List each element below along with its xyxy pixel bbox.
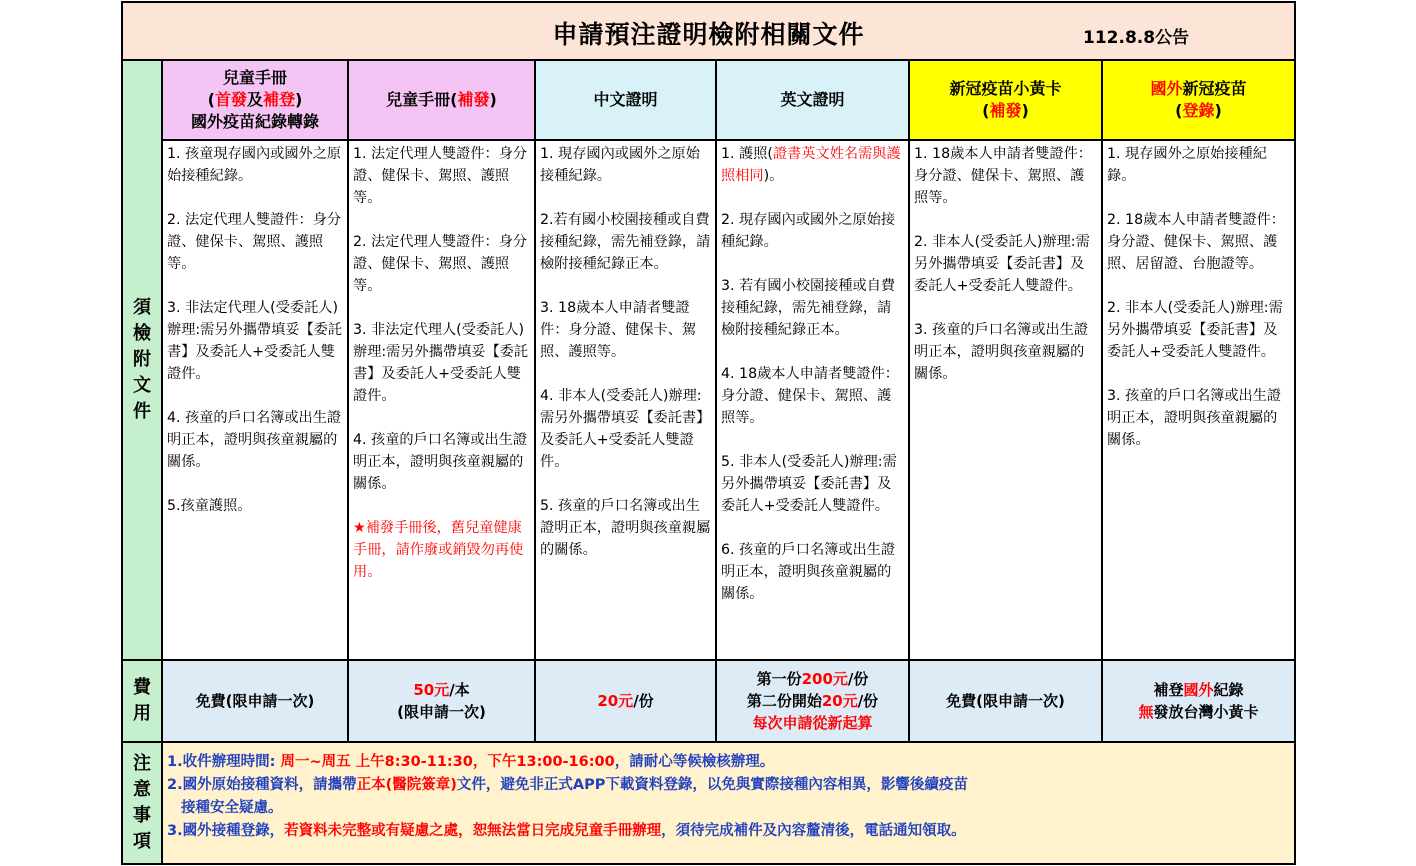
fee-handbook-first: 免費(限申請一次) [163,661,349,743]
list-item: 3. 非法定代理人(受委託人)辦理:需另外攜帶填妥【委託書】及委託人+受委託人雙證件。 [353,322,529,404]
header-foreign-covid: 國外新冠疫苗 (登錄) [1103,61,1294,141]
list-item: 2.若有國小校園接種或自費接種紀錄，需先補登錄，請檢附接種紀錄正本。 [540,212,711,272]
document-frame [121,1,1296,865]
side-label-fee [123,661,163,743]
page-title: 申請預注證明檢附相關文件 [552,20,865,49]
fee-foreign-covid: 補登國外紀錄 無發放台灣小黃卡 [1103,661,1294,743]
title-row [123,3,1294,61]
side-char: 項 [133,831,151,852]
side-label-notes [123,743,163,863]
side-char: 用 [133,703,151,724]
list-item: 2. 法定代理人雙證件：身分證、健保卡、駕照、護照等。 [353,234,528,294]
list-item: 3. 非法定代理人(受委託人)辦理:需另外攜帶填妥【委託書】及委託人+受委託人雙證件。 [167,300,343,382]
list-item: 4. 孩童的戶口名簿或出生證明正本，證明與孩童親屬的關係。 [353,432,528,492]
side-char: 事 [133,805,151,826]
docs-col-covid-yellow-card [910,141,1103,661]
list-item: 2. 非本人(受委託人)辦理:需另外攜帶填妥【委託書】及委託人+受委託人雙證件。 [1107,300,1283,360]
side-char: 附 [133,349,151,370]
list-item: 3. 18歲本人申請者雙證件：身分證、健保卡、駕照、護照等。 [540,300,697,360]
list-item: 4. 18歲本人申請者雙證件：身分證、健保卡、駕照、護照等。 [721,366,899,426]
side-char: 件 [133,401,151,422]
side-char: 檢 [133,323,151,344]
note-item: 2.國外原始接種資料，請攜帶正本(醫院簽章)文件，避免非正式APP下載資料登錄，以免與實際接種內容相異，影響後續疫苗 [167,777,968,793]
docs-col-handbook-first [163,141,349,661]
docs-col-english-cert [717,141,910,661]
header-english-cert: 英文證明 [717,61,910,141]
docs-col-handbook-reissue [349,141,536,661]
announcement-date: 112.8.8公告 [1083,28,1190,48]
list-item: 3. 若有國小校園接種或自費接種紀錄，需先補登錄，請檢附接種紀錄正本。 [721,278,896,338]
header-line: (首發及補登) [207,90,303,109]
fee-covid-yellow-card: 免費(限申請一次) [910,661,1103,743]
list-item: 4. 孩童的戶口名簿或出生證明正本，證明與孩童親屬的關係。 [167,410,342,470]
header-child-handbook-reissue: 兒童手冊(補發) [349,61,536,141]
side-char: 費 [133,677,151,698]
notes-panel [163,743,1294,863]
header-covid-yellow-card: 新冠疫苗小黃卡 (補發) [910,61,1103,141]
list-item: 2. 非本人(受委託人)辦理:需另外攜帶填妥【委託書】及委託人+受委託人雙證件。 [914,234,1090,294]
list-item: 4. 非本人(受委託人)辦理:需另外攜帶填妥【委託書】及委託人+受委託人雙證件。 [540,388,711,470]
list-item: 2. 18歲本人申請者雙證件：身分證、健保卡、駕照、護照、居留證、台胞證等。 [1107,212,1285,272]
note-item: 3.國外接種登錄，若資料未完整或有疑慮之處，恕無法當日完成兒童手冊辦理，須待完成補件及內容釐清後，電話通知領取。 [167,823,966,839]
list-item: 2. 現存國內或國外之原始接種紀錄。 [721,212,896,250]
side-char: 須 [133,297,151,318]
header-line: 兒童手冊 [222,68,287,87]
fee-handbook-reissue: 50元/本 (限申請一次) [349,661,536,743]
list-item: 6. 孩童的戶口名簿或出生證明正本，證明與孩童親屬的關係。 [721,542,896,602]
docs-col-foreign-covid [1103,141,1294,661]
reissue-warning: ★補發手冊後，舊兒童健康手冊，請作廢或銷毀勿再使用。 [353,520,524,580]
docs-col-chinese-cert [536,141,717,661]
list-item: 1. 現存國內或國外之原始接種紀錄。 [540,146,700,184]
list-item: 5. 非本人(受委託人)辦理:需另外攜帶填妥【委託書】及委託人+受委託人雙證件。 [721,454,897,514]
list-item: 1. 護照(證書英文姓名需與護照相同)。 [721,146,901,184]
list-item: 5. 孩童的戶口名簿或出生證明正本，證明與孩童親屬的關係。 [540,498,711,558]
list-item: 1. 法定代理人雙證件：身分證、健保卡、駕照、護照等。 [353,146,528,206]
list-item: 1. 現存國外之原始接種紀錄。 [1107,146,1267,184]
fee-chinese-cert: 20元/份 [536,661,717,743]
list-item: 5.孩童護照。 [167,498,252,514]
side-char: 意 [133,779,151,800]
header-line: 國外疫苗紀錄轉錄 [190,112,319,131]
note-item-continued: 接種安全疑慮。 [181,800,283,816]
list-item: 3. 孩童的戶口名簿或出生證明正本，證明與孩童親屬的關係。 [1107,388,1282,448]
list-item: 1. 18歲本人申請者雙證件：身分證、健保卡、駕照、護照等。 [914,146,1092,206]
list-item: 3. 孩童的戶口名簿或出生證明正本，證明與孩童親屬的關係。 [914,322,1089,382]
list-item: 1. 孩童現存國內或國外之原始接種紀錄。 [167,146,342,184]
list-item: 2. 法定代理人雙證件：身分證、健保卡、駕照、護照等。 [167,212,342,272]
note-item: 1.收件辦理時間: 周一~周五 上午8:30-11:30，下午13:00-16:00，請耐心等候檢核辦理。 [167,754,775,770]
side-label-docs [123,61,163,661]
header-chinese-cert: 中文證明 [536,61,717,141]
side-char: 文 [133,375,151,396]
fee-english-cert: 第一份200元/份 第二份開始20元/份 每次申請從新起算 [717,661,910,743]
header-child-handbook-first [163,61,349,141]
side-char: 注 [133,753,151,774]
